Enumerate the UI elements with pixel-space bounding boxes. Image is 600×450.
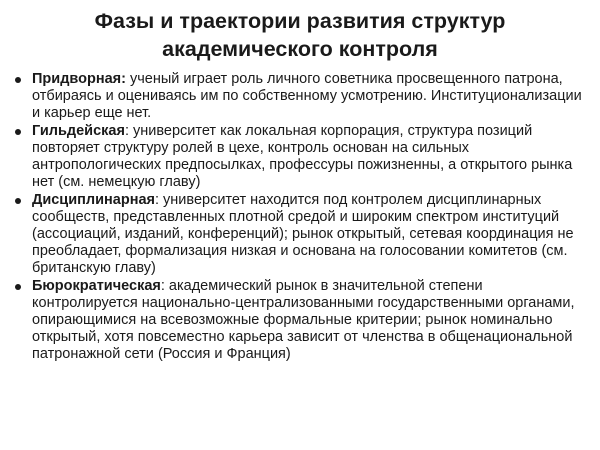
- bullet-item-bureaucratic: [14, 278, 590, 363]
- slide-title: [10, 7, 590, 63]
- bullet-term: Дисциплинарная: [32, 192, 155, 208]
- bullet-item-disciplinary: [14, 192, 590, 277]
- bullet-term: Бюрократическая: [32, 278, 161, 294]
- bullet-list: [14, 71, 590, 364]
- bullet-separator: :: [121, 71, 126, 87]
- bullet-text: ученый играет роль личного советника просвещенного патрона, отбираясь и оцениваясь им по собственному усмотрению. Институционализации и карьер еще нет.: [32, 71, 582, 121]
- bullet-separator: :: [160, 278, 165, 294]
- bullet-dot-icon: [15, 198, 21, 204]
- bullet-dot-icon: [15, 129, 21, 135]
- bullet-separator: :: [124, 123, 129, 139]
- bullet-term: Гильдейская: [32, 123, 125, 139]
- bullet-dot-icon: [15, 77, 21, 83]
- bullet-item-guild: [14, 123, 590, 191]
- bullet-text: университет как локальная корпорация, структура позиций повторяет структуру ролей в цехе, контроль основан на сильных антропологических предпосылках, профессуры пожизненны, а открытого рынка нет (см. немецкую главу): [32, 123, 573, 190]
- bullet-separator: :: [154, 192, 160, 208]
- bullet-dot-icon: [15, 284, 21, 290]
- slide-title-line-1: Фазы и траектории развития структур: [94, 9, 506, 33]
- slide-title-line-2: академического контроля: [162, 37, 438, 61]
- bullet-term: Придворная: [32, 71, 122, 87]
- bullet-text: университет находится под контролем дисциплинарных сообществ, представленных плотной средой и широким спектром институций (ассоциаций, изданий, конференций); рынок открытый, сетевая координация не преобладает, формализация низкая и основана на голосовании комитетов (см. британскую главу): [32, 192, 574, 276]
- bullet-text: академический рынок в значительной степени контролируется национально-централизованными государственными органами, опирающимися на всевозможные формальные критерии; рынок номинально открытый, хотя повсеместно карьера зависит от членства в общенациональной патронажной сети (Россия и Франция): [32, 278, 575, 362]
- bullet-item-court: [14, 71, 590, 122]
